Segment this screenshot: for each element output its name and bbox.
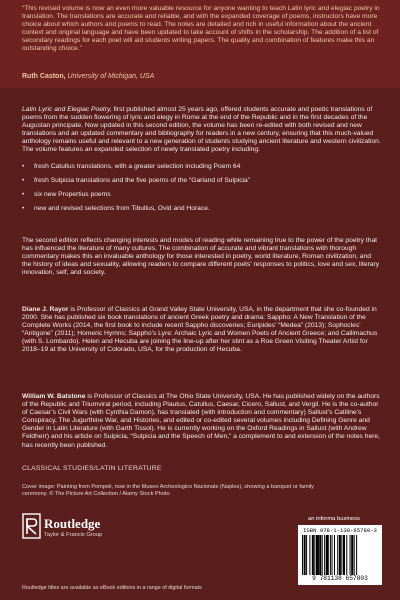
publisher-name: Routledge [44, 516, 101, 531]
cover-image-credit: Cover image: Painting from Pompeii, now in the Museo Archeologico Nazionale (Naples), showing a banquet or family ceremony. © The Picture Art Collection / Alamy Stock Photo [22, 484, 314, 498]
feature-list [22, 160, 382, 216]
review-quote: “This revised volume is now an even more valuable resource for anyone wanting to teach Latin lyric and elegiac poetry in translation. The translations are accurate and reliable, and with the expanded coverage of poems, instructors have more choice about which authors and poems to read. The notes are detailed and rich in useful information about the ancient context and original language and have been updated to take account of shifts in the scholarship. The addition of a list of secondary readings for each poet will aid students writing papers. The quality and combination of features make this an outstanding choice.” [22, 5, 380, 53]
quote-attribution [22, 73, 154, 80]
description-text: first published almost 25 years ago, offered students accurate and poetic translations of poems from the sudden flowering of lyric and elegy in Rome at the end of the Republic and in the first decades of the Augustan principate. Now updated in this second edition, the volume has been re-edited with both revised and new translations and an updated commentary and bibliography for readers in a new century, ensuring that this much-valued anthology remains useful and relevant to a new generation of students studying ancient literature and western civilization. The volume features an expanded selection of newly translated poetry including: [22, 106, 381, 154]
feature-item: • fresh Catullus translations, with a greater selection including Poem 64 [22, 160, 382, 174]
feature-item: • new and revised selections from Tibullus, Ovid and Horace. [22, 202, 382, 216]
isbn-label: ISBN 978-1-138-65780-3 [303, 527, 377, 534]
quote-author: Ruth Caston, [22, 73, 66, 80]
feature-item: • fresh Sulpicia translations and the five poems of the “Garland of Sulpicia” [22, 174, 382, 188]
informa-tagline: an informa business [308, 516, 360, 522]
bio-text-rayor: is Professor of Classics at Grand Valley State University, USA, in the department that she co-founded in 2000. She has published six book translations of ancient Greek poetry and drama: Sappho: A New Translation of the Complete Works (2014, the first book to include recent Sappho discoveries; Euripides’ “Medea” (2013); Sophocles’ “Antigone” (2011); Homeric Hymns; Sappho’s Lyre: Archaic Lyric and Women Poets of Ancient Greece; and Callimachus (with S. Lombardo). Helen and Hecuba are joining the line-up after her stint as a Roe Green Visiting Theater Artist for 2018–19 at the University of Colorado, USA, for the production of Hecuba. [22, 306, 378, 354]
barcode-number: 9 781138 657803 [312, 575, 368, 582]
book-description [22, 106, 382, 155]
author-bio-batstone [22, 393, 382, 450]
quote-affiliation: University of Michigan, USA [67, 73, 155, 80]
author-name-batstone: William W. Batstone [22, 393, 86, 400]
author-name-rayor: Diane J. Rayor [22, 306, 69, 313]
publisher-logo [22, 513, 142, 547]
ebook-note: Routledge titles are available as eBook editions in a range of digital formats [22, 585, 202, 591]
bio-text-batstone: is Professor of Classics at The Ohio State University, USA. He has published widely on the authors of the Republic and Triumviral period, including Plautus, Catullus, Caesar, Cicero, Sallust, and Vergil. He is the co-author of Caesar’s Civil Wars (with Cynthia Damon), has translated (with introduction and commentary) Sallust’s Catiline’s Conspiracy, The Jugurthine War, and Histories, and edited or co-edited several volumes including Defining Genre and Gender in Latin Literature (with Garth Tissol). He is currently working on the Oxford Readings in Sallust (with Andrew Feldherr) and his article on Sulpicia, “Sulpicia and the Speech of Men,” a complement to and extension of the notes here, has recently been published. [22, 393, 380, 449]
author-bio-rayor [22, 306, 382, 355]
publisher-subtitle: Taylor & Francis Group [44, 532, 103, 538]
barcode-icon [302, 535, 378, 575]
routledge-logo-icon [22, 513, 41, 539]
quote-panel [0, 0, 400, 88]
book-title: Latin Lyric and Elegiac Poetry, [22, 106, 112, 113]
barcode-panel [298, 525, 382, 585]
second-edition-text: The second edition reflects changing interests and modes of reading while remaining true to the power of the poetry that has influenced the literature of many cultures. The combination of accurate and vibrant translations with thorough commentary makes this an invaluable anthology for those interested in poetry, world literature, Roman civilization, and the history of ideas and sexuality, allowing readers to compare different poets’ responses to politics, love and sex, literary innovation, self, and society. [22, 237, 380, 277]
subject-category: CLASSICAL STUDIES/LATIN LITERATURE [22, 465, 162, 472]
feature-item: • six new Propertius poems [22, 188, 382, 202]
